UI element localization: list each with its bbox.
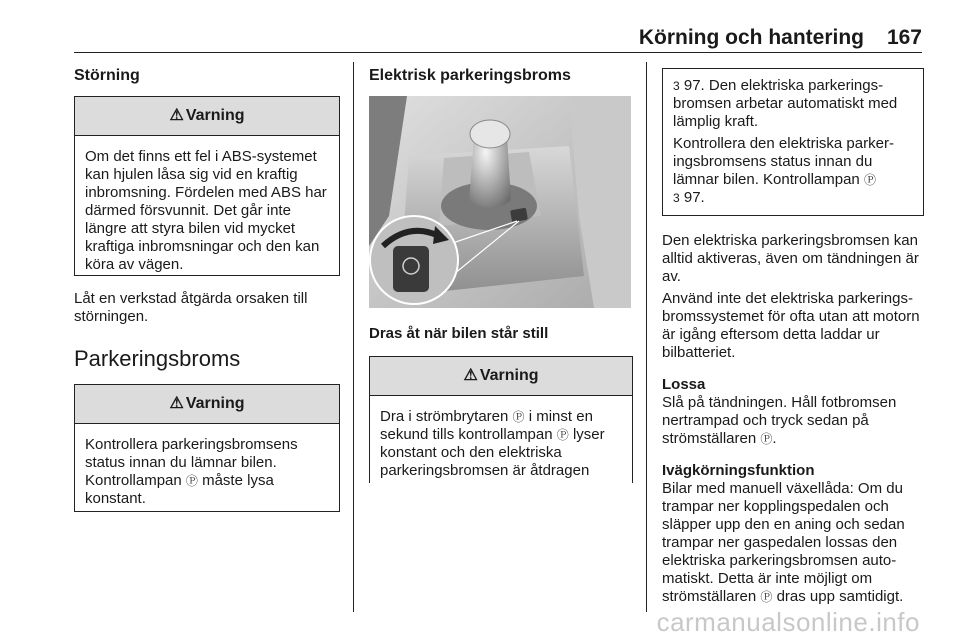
right-column bbox=[662, 62, 924, 606]
continued-warning-box bbox=[662, 68, 924, 216]
warning-box-abs bbox=[74, 96, 340, 276]
note-text: Kontrollera den elektriska parkeringsbromsens status innan du lämnar bilen. Kontrollampan bbox=[673, 135, 894, 188]
lossa-text-end: . bbox=[772, 430, 777, 447]
lossa-text: Slå på tändningen. Håll fotbromsen nertrampad och tryck sedan på strömställaren bbox=[662, 394, 897, 447]
sub-heading-still: Dras åt när bilen står still bbox=[369, 325, 549, 342]
console-illustration-svg bbox=[369, 96, 631, 308]
warning-title: Varning bbox=[479, 367, 539, 384]
warning-text: i minst en sekund tills kontrollampan bbox=[380, 408, 593, 443]
header-rule bbox=[74, 52, 922, 53]
header-title: Körning och hantering bbox=[638, 26, 864, 49]
warning-text: lyser konstant och den elektriska parkeringsbromsen är åtdragen bbox=[380, 426, 605, 479]
column-divider-right bbox=[646, 62, 647, 612]
vagkorning-text-end: dras upp samtidigt. bbox=[776, 588, 904, 605]
warning-body bbox=[75, 424, 339, 518]
warning-box-parking bbox=[74, 384, 340, 512]
warning-header bbox=[75, 97, 339, 136]
parking-brake-icon: Ⓟ bbox=[512, 410, 525, 424]
warning-text: Dra i strömbrytaren bbox=[380, 408, 509, 425]
warning-text: Kontrollera parkeringsbromsens status innan du lämnar bilen. Kontrollampan bbox=[85, 436, 298, 489]
parkeringsbroms-heading: Parkeringsbroms bbox=[74, 346, 241, 371]
warning-box-engage bbox=[369, 356, 633, 483]
parking-brake-icon: Ⓟ bbox=[185, 474, 198, 488]
lossa-heading: Lossa bbox=[662, 376, 706, 393]
arrow-reference-icon: 3 bbox=[673, 191, 680, 205]
left-column bbox=[74, 66, 340, 512]
column-divider-left bbox=[353, 62, 354, 612]
stoerning-heading: Störning bbox=[74, 67, 140, 84]
paragraph-battery: Använd inte det elektriska parkeringsbromssystemet för ofta utan att motorn är igång eftersom detta laddar ur bilbatteriet. bbox=[662, 290, 920, 361]
vagkorning-text: Bilar med manuell växellåda: Om du trampar ner kopplingspedalen och släpper upp den en aning och sedan trampar ner gaspedalen lossas den elektriska parkeringsbromsen automatiskt. Detta är inte möjligt om strömställaren bbox=[662, 480, 905, 605]
warning-text: Om det finns ett fel i ABS-systemet kan hjulen låsa sig vid en kraftig inbromsning. Fördelen med ABS har därmed försvunnit. Det går inte längre att styra bilen vid mycket kraftiga inbromsningar och den kan köra av vägen. bbox=[85, 148, 327, 273]
warning-header bbox=[75, 385, 339, 424]
parking-brake-icon: Ⓟ bbox=[760, 432, 773, 446]
warning-body bbox=[75, 136, 339, 284]
warning-text: måste lysa konstant. bbox=[85, 472, 274, 507]
warning-icon: ⚠ bbox=[169, 395, 184, 412]
warning-body bbox=[370, 396, 632, 490]
warning-icon: ⚠ bbox=[463, 367, 478, 384]
parking-brake-icon: Ⓟ bbox=[760, 590, 773, 604]
paragraph-verkstad: Låt en verkstad åtgärda orsaken till störningen. bbox=[74, 290, 308, 325]
parking-brake-icon: Ⓟ bbox=[556, 428, 569, 442]
note-text: 97. bbox=[683, 189, 705, 206]
warning-header bbox=[370, 357, 632, 396]
parking-brake-icon: Ⓟ bbox=[863, 173, 876, 187]
page-number: 167 bbox=[886, 26, 922, 49]
warning-title: Varning bbox=[185, 395, 245, 412]
watermark: carmanualsonline.info bbox=[656, 607, 920, 637]
arrow-reference-icon: 3 bbox=[673, 79, 680, 93]
note-text: 97. Den elektriska parkeringsbromsen arbetar automatiskt med lämplig kraft. bbox=[673, 77, 898, 130]
epb-heading: Elektrisk parkeringsbroms bbox=[369, 67, 571, 84]
warning-title: Varning bbox=[185, 107, 245, 124]
paragraph-activation: Den elektriska parkeringsbromsen kan alltid aktiveras, även om tändningen är av. bbox=[662, 232, 919, 285]
epb-illustration bbox=[369, 96, 631, 308]
middle-column bbox=[369, 66, 633, 483]
warning-icon: ⚠ bbox=[169, 107, 184, 124]
vagkorning-heading: Ivägkörningsfunktion bbox=[662, 462, 815, 479]
